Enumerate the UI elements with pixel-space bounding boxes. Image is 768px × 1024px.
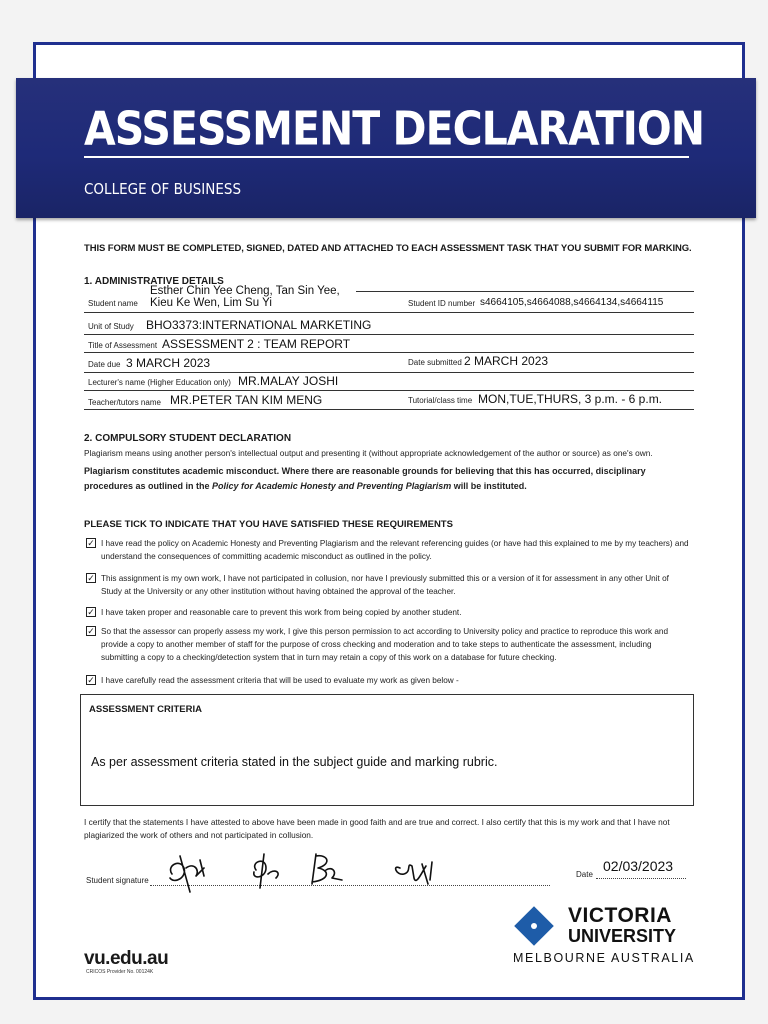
student-id-label: Student ID number — [408, 299, 476, 308]
field-rule — [84, 312, 694, 313]
requirement-text: I have carefully read the assessment criteria that will be used to evaluate my work as given below - — [101, 676, 459, 685]
misconduct-statement-line2 — [84, 480, 527, 493]
requirement-text: I have taken proper and reasonable care to prevent this work from being copied by another student. — [101, 608, 462, 617]
misconduct-statement-line1: Plagiarism constitutes academic misconduct. Where there are reasonable grounds for believing that this has occurred, disciplinary — [84, 466, 646, 476]
signature-label: Student signature — [86, 876, 149, 885]
requirement-checkbox[interactable]: ✓ — [87, 607, 95, 617]
policy-reference: Policy for Academic Honesty and Preventing Plagiarism — [212, 481, 452, 491]
signature-3 — [312, 854, 342, 884]
vu-logo-dot — [531, 923, 537, 929]
tutor-label: Teacher/tutors name — [88, 398, 161, 407]
requirement-text: I have read the policy on Academic Honesty and Preventing Plagiarism and the relevant referencing guides (or have had this explained to me by my teachers) and understand the consequences of committing academic misconduct as outlined in the policy. — [101, 539, 689, 561]
student-signatures — [160, 848, 450, 894]
date-submitted-label: Date submitted — [408, 358, 462, 367]
student-name-label: Student name — [88, 299, 138, 308]
assessment-title-label: Title of Assessment — [88, 341, 158, 350]
signature-1 — [170, 856, 204, 892]
field-rule — [84, 334, 694, 335]
unit-value[interactable]: BHO3373:INTERNATIONAL MARKETING — [146, 318, 372, 332]
signature-date-value[interactable]: 02/03/2023 — [603, 858, 674, 874]
class-time-value[interactable]: MON,TUE,THURS, 3 p.m. - 6 p.m. — [478, 392, 663, 406]
misconduct-text-b: will be instituted. — [451, 481, 527, 491]
logo-location: MELBOURNE AUSTRALIA — [513, 951, 695, 965]
requirement-checkbox[interactable]: ✓ — [87, 538, 95, 548]
logo-university: UNIVERSITY — [568, 926, 677, 946]
requirements-heading: PLEASE TICK TO INDICATE THAT YOU HAVE SATISFIED THESE REQUIREMENTS — [84, 519, 453, 530]
college-name: COLLEGE OF BUSINESS — [84, 180, 242, 198]
requirement-checkbox[interactable]: ✓ — [87, 573, 95, 583]
declaration-heading: 2. COMPULSORY STUDENT DECLARATION — [84, 433, 292, 444]
student-name-value-line2[interactable]: Kieu Ke Wen, Lim Su Yi — [150, 297, 272, 309]
signature-2 — [254, 854, 278, 888]
student-id-value[interactable]: s4664105,s4664088,s4664134,s4664115 — [480, 297, 664, 308]
date-label: Date — [576, 870, 593, 879]
requirement-checkbox[interactable]: ✓ — [87, 626, 95, 636]
student-name-value-line1[interactable]: Esther Chin Yee Cheng, Tan Sin Yee, — [150, 285, 340, 297]
signature-4 — [396, 862, 432, 884]
requirement-checkbox[interactable]: ✓ — [87, 675, 95, 685]
admin-details-heading: 1. ADMINISTRATIVE DETAILS — [84, 276, 224, 287]
website-url[interactable]: vu.edu.au — [84, 948, 169, 969]
page-title: ASSESSMENT DECLARATION — [84, 102, 705, 156]
tutor-value[interactable]: MR.PETER TAN KIM MENG — [170, 393, 323, 407]
field-rule — [84, 409, 694, 410]
submission-notice: THIS FORM MUST BE COMPLETED, SIGNED, DATED AND ATTACHED TO EACH ASSESSMENT TASK THAT YOU SUBMIT FOR MARKING. — [84, 243, 692, 254]
class-time-label: Tutorial/class time — [408, 396, 473, 405]
assessment-criteria-box — [80, 694, 694, 806]
logo-victoria: VICTORIA — [568, 904, 672, 927]
requirement-text: So that the assessor can properly assess my work, I give this person permission to act according to University policy and practice to reproduce this work and provide a copy to another member of staff for the purpose of cross checking and moderation and to take steps to authenticate the assessment, including submitting a copy to a checking/detection system that in turn may retain a copy of this work on a database for future checking. — [101, 627, 669, 662]
requirement-text: This assignment is my own work, I have not participated in collusion, nor have I previously submitted this or a version of it for assessment in any other Unit of Study at the University or any other institution without having obtained the approval of the teacher. — [101, 574, 669, 596]
date-submitted-value[interactable]: 2 MARCH 2023 — [464, 354, 549, 368]
plagiarism-definition: Plagiarism means using another person's intellectual output and presenting it (without appropriate acknowledgement of the author or source) as one's own. — [84, 448, 653, 458]
lecturer-label: Lecturer's name (Higher Education only) — [88, 378, 231, 387]
criteria-text[interactable]: As per assessment criteria stated in the subject guide and marking rubric. — [91, 755, 498, 769]
header-banner — [16, 78, 756, 218]
assessment-title-value[interactable]: ASSESSMENT 2 : TEAM REPORT — [162, 337, 351, 351]
date-due-label: Date due — [88, 360, 121, 369]
certification-statement: I certify that the statements I have attested to above have been made in good faith and are true and correct. I also certify that this is my work and that I have not plagiarized the work of others and not participated in collusion. — [84, 817, 670, 840]
cricos-number: CRICOS Provider No. 00124K — [86, 969, 154, 975]
field-rule — [84, 352, 694, 353]
unit-label: Unit of Study — [88, 322, 134, 331]
criteria-heading: ASSESSMENT CRITERIA — [89, 704, 202, 715]
date-line[interactable] — [596, 878, 686, 879]
name-continuation-line — [356, 291, 694, 292]
misconduct-text-a: procedures as outlined in the — [84, 481, 213, 491]
date-due-value[interactable]: 3 MARCH 2023 — [126, 356, 211, 370]
field-rule — [84, 390, 694, 391]
field-rule — [84, 372, 694, 373]
lecturer-value[interactable]: MR.MALAY JOSHI — [238, 374, 339, 388]
banner-divider — [84, 156, 689, 158]
